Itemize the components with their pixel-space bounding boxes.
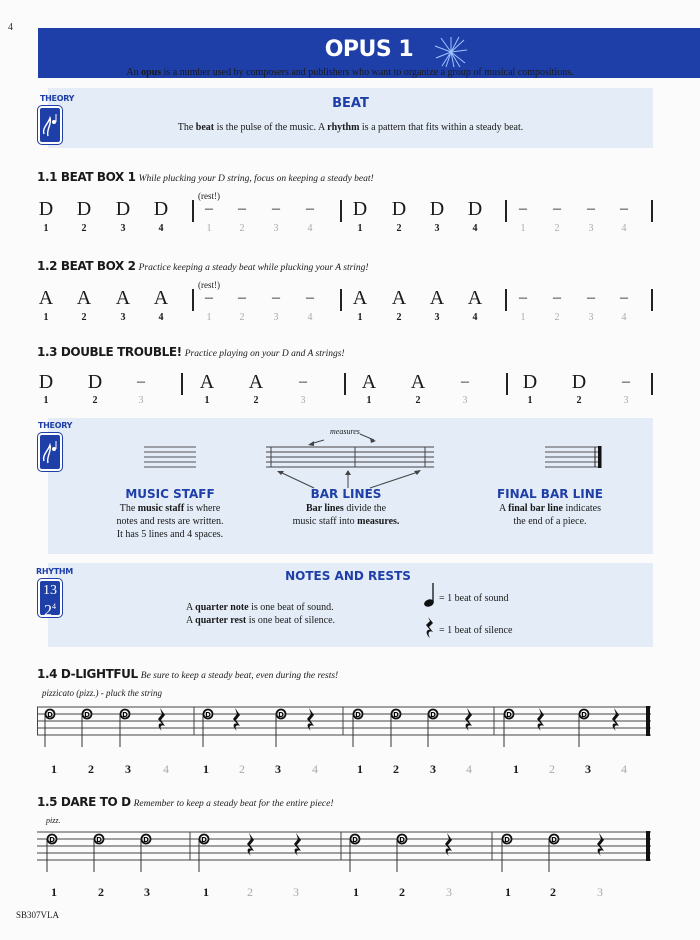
beat-count: 3	[462, 395, 468, 406]
svg-text:D: D	[581, 711, 587, 719]
beat-count: 2	[81, 223, 87, 234]
svg-text:D: D	[84, 711, 90, 719]
svg-text:D: D	[49, 836, 55, 844]
beat-count: 1	[206, 223, 212, 234]
beat-count: 3	[144, 885, 150, 899]
beat-count: 4	[307, 312, 313, 323]
svg-text:D: D	[393, 711, 399, 719]
rhythm-numbers-icon: 13 $2^4$	[38, 579, 62, 617]
beat-count: 1	[505, 885, 511, 899]
rest-dash: –	[272, 289, 280, 306]
rest-dash: –	[137, 373, 145, 390]
svg-text:D: D	[201, 836, 207, 844]
note-letter: A	[199, 371, 215, 393]
exercise-1-5-title: 1.5 DARE TO D Remember to keep a steady beat for the entire piece!	[37, 795, 334, 809]
rest-dash: –	[272, 200, 280, 217]
beat-count: 3	[588, 312, 594, 323]
final-bar-line-diagram	[545, 446, 603, 468]
pizz-annotation: pizz.	[46, 816, 61, 825]
rest-dash: –	[306, 200, 314, 217]
note-letter: D	[38, 371, 54, 393]
beat-count: 1	[206, 312, 212, 323]
beat-count: 2	[253, 395, 259, 406]
svg-text:D: D	[47, 711, 53, 719]
beat-count: 3	[125, 762, 131, 776]
music-staff-heading: MUSIC STAFF	[125, 487, 215, 501]
note-letter: D	[115, 198, 131, 220]
footer-code: SB307VLA	[16, 910, 60, 920]
rest-dash: –	[461, 373, 469, 390]
theory-music-icon	[38, 433, 62, 471]
intro-text: An opus is a number used by composers and publishers who want to organize a group of musical compositions.	[126, 67, 574, 78]
beat-count: 2	[415, 395, 421, 406]
final-bar-line-heading: FINAL BAR LINE	[496, 487, 604, 501]
beat-count: 3	[623, 395, 629, 406]
rest-dash: –	[519, 200, 527, 217]
measures-label: measures	[330, 427, 360, 436]
note-letter: D	[38, 198, 54, 220]
beat-count: 3	[138, 395, 144, 406]
beat-count: 1	[51, 885, 57, 899]
beat-count: 3	[300, 395, 306, 406]
beat-count: 2	[576, 395, 582, 406]
beat-count: 2	[396, 223, 402, 234]
note-letter: A	[76, 287, 92, 309]
beat-heading: BEAT	[332, 96, 369, 111]
beat-count: 2	[81, 312, 87, 323]
exercise-1-5-counts	[0, 885, 700, 901]
beat-count: 1	[520, 223, 526, 234]
bar-line	[506, 373, 508, 395]
note-letter: D	[429, 198, 445, 220]
note-letter: D	[571, 371, 587, 393]
beat-count: 1	[357, 312, 363, 323]
bar-line	[181, 373, 183, 395]
quarter-note-legend: = 1 beat of sound	[439, 593, 509, 604]
beat-count: 2	[549, 762, 555, 776]
beat-count: 4	[621, 223, 627, 234]
rest-dash: –	[620, 289, 628, 306]
beat-count: 4	[621, 312, 627, 323]
beat-count: 4	[472, 223, 478, 234]
beat-count: 2	[399, 885, 405, 899]
svg-text:D: D	[278, 711, 284, 719]
beat-count: 2	[92, 395, 98, 406]
rest-dash: –	[587, 200, 595, 217]
beat-count: 1	[357, 762, 363, 776]
beat-count: 4	[158, 223, 164, 234]
final-bar-line-description: A final bar line indicates the end of a piece.	[498, 503, 602, 527]
music-staff-description: The music staff is where notes and rests are written. It has 5 lines and 4 spaces.	[116, 503, 224, 540]
note-letter: A	[115, 287, 131, 309]
note-letter: A	[361, 371, 377, 393]
bar-line	[651, 373, 653, 395]
bar-line	[192, 200, 194, 222]
bar-line	[505, 200, 507, 222]
quarter-rest-icon	[425, 616, 435, 640]
svg-text:D: D	[504, 836, 510, 844]
bar-line	[651, 289, 653, 311]
rest-dash: –	[205, 289, 213, 306]
note-letter: A	[467, 287, 483, 309]
note-letter: D	[87, 371, 103, 393]
beat-count: 4	[466, 762, 472, 776]
beat-count: 2	[550, 885, 556, 899]
starburst-icon	[434, 36, 468, 68]
rest-dash: –	[205, 200, 213, 217]
svg-text:D: D	[399, 836, 405, 844]
note-letter: A	[352, 287, 368, 309]
beat-count: 3	[434, 223, 440, 234]
beat-count: 1	[43, 223, 49, 234]
beat-count: 3	[434, 312, 440, 323]
svg-text:D: D	[551, 836, 557, 844]
svg-text:D: D	[506, 711, 512, 719]
beat-count: 4	[472, 312, 478, 323]
rhythm-tag: RHYTHM	[36, 567, 73, 576]
beat-count: 2	[554, 312, 560, 323]
beat-count: 4	[621, 762, 627, 776]
exercise-1-4-counts	[0, 762, 700, 778]
beat-count: 1	[203, 885, 209, 899]
rest-dash: –	[620, 200, 628, 217]
pizzicato-annotation: pizzicato (pizz.) - pluck the string	[42, 688, 162, 698]
beat-count: 3	[120, 312, 126, 323]
bar-line	[505, 289, 507, 311]
svg-text:D: D	[96, 836, 102, 844]
note-letter: D	[522, 371, 538, 393]
note-letter: A	[391, 287, 407, 309]
bar-line	[192, 289, 194, 311]
svg-text:D: D	[122, 711, 128, 719]
bar-line	[340, 200, 342, 222]
music-staff-diagram	[144, 446, 196, 468]
beat-count: 1	[43, 395, 49, 406]
note-letter: D	[467, 198, 483, 220]
note-letter: A	[429, 287, 445, 309]
beat-count: 2	[554, 223, 560, 234]
beat-count: 3	[588, 223, 594, 234]
note-letter: A	[153, 287, 169, 309]
beat-description: The beat is the pulse of the music. A rhythm is a pattern that fits within a steady beat.	[177, 122, 524, 133]
beat-count: 3	[597, 885, 603, 899]
note-letter: D	[352, 198, 368, 220]
beat-count: 1	[353, 885, 359, 899]
note-letter: A	[38, 287, 54, 309]
theory-tag: THEORY	[38, 421, 73, 430]
rest-dash: –	[553, 200, 561, 217]
exercise-1-2-row	[0, 279, 700, 329]
note-letter: D	[76, 198, 92, 220]
notes-and-rests-description: A quarter note is one beat of sound. A quarter rest is one beat of silence.	[186, 602, 336, 626]
rest-dash: –	[622, 373, 630, 390]
exercise-1-4-title: 1.4 D-LIGHTFUL Be sure to keep a steady beat, even during the rests!	[37, 667, 339, 681]
beat-count: 4	[312, 762, 318, 776]
beat-count: 4	[307, 223, 313, 234]
beat-count: 3	[585, 762, 591, 776]
beat-count: 2	[239, 223, 245, 234]
rest-dash: –	[238, 200, 246, 217]
svg-text:D: D	[430, 711, 436, 719]
beat-count: 1	[204, 395, 210, 406]
beat-count: 3	[446, 885, 452, 899]
beat-count: 3	[430, 762, 436, 776]
svg-text:D: D	[143, 836, 149, 844]
beat-count: 1	[43, 312, 49, 323]
svg-text:D: D	[352, 836, 358, 844]
beat-count: 1	[513, 762, 519, 776]
note-letter: A	[248, 371, 264, 393]
beat-count: 1	[203, 762, 209, 776]
beat-count: 1	[366, 395, 372, 406]
rest-dash: –	[306, 289, 314, 306]
beat-count: 3	[275, 762, 281, 776]
beat-count: 3	[293, 885, 299, 899]
rest-dash: –	[238, 289, 246, 306]
exercise-1-2-title: 1.2 BEAT BOX 2 Practice keeping a steady beat while plucking your A string!	[37, 259, 369, 273]
exercise-1-5-staff	[37, 830, 657, 880]
quarter-note-icon	[423, 582, 437, 608]
beat-count: 3	[273, 312, 279, 323]
beat-count: 2	[247, 885, 253, 899]
rest-dash: –	[519, 289, 527, 306]
svg-text:D: D	[205, 711, 211, 719]
exercise-1-3-row	[0, 365, 700, 415]
bar-lines-description: Bar lines divide the music staff into measures.	[292, 503, 400, 527]
rest-label: (rest!)	[198, 280, 220, 290]
exercise-1-3-title: 1.3 DOUBLE TROUBLE! Practice playing on your D and A strings!	[37, 345, 345, 359]
rest-dash: –	[553, 289, 561, 306]
bar-line	[344, 373, 346, 395]
beat-count: 3	[273, 223, 279, 234]
page-number: 4	[8, 22, 13, 33]
beat-count: 2	[393, 762, 399, 776]
beat-count: 4	[158, 312, 164, 323]
note-letter: D	[153, 198, 169, 220]
beat-count: 3	[120, 223, 126, 234]
beat-count: 4	[163, 762, 169, 776]
beat-count: 2	[239, 312, 245, 323]
rest-dash: –	[587, 289, 595, 306]
svg-text:D: D	[355, 711, 361, 719]
note-letter: D	[391, 198, 407, 220]
beat-count: 1	[357, 223, 363, 234]
notes-and-rests-heading: NOTES AND RESTS	[285, 569, 411, 583]
bar-line	[340, 289, 342, 311]
note-letter: A	[410, 371, 426, 393]
beat-count: 1	[51, 762, 57, 776]
quarter-rest-legend: = 1 beat of silence	[439, 625, 513, 636]
exercise-1-4-staff	[37, 700, 657, 750]
bar-line	[651, 200, 653, 222]
beat-count: 1	[520, 312, 526, 323]
beat-count: 2	[88, 762, 94, 776]
beat-count: 2	[98, 885, 104, 899]
bar-lines-heading: BAR LINES	[310, 487, 382, 501]
exercise-1-1-row	[0, 190, 700, 240]
theory-tag: THEORY	[40, 94, 75, 103]
bar-lines-diagram	[262, 430, 436, 490]
beat-count: 2	[239, 762, 245, 776]
page-title: OPUS 1	[324, 37, 414, 62]
exercise-1-1-title: 1.1 BEAT BOX 1 While plucking your D string, focus on keeping a steady beat!	[37, 170, 374, 184]
rest-dash: –	[299, 373, 307, 390]
beat-count: 1	[527, 395, 533, 406]
rest-label: (rest!)	[198, 191, 220, 201]
beat-count: 2	[396, 312, 402, 323]
